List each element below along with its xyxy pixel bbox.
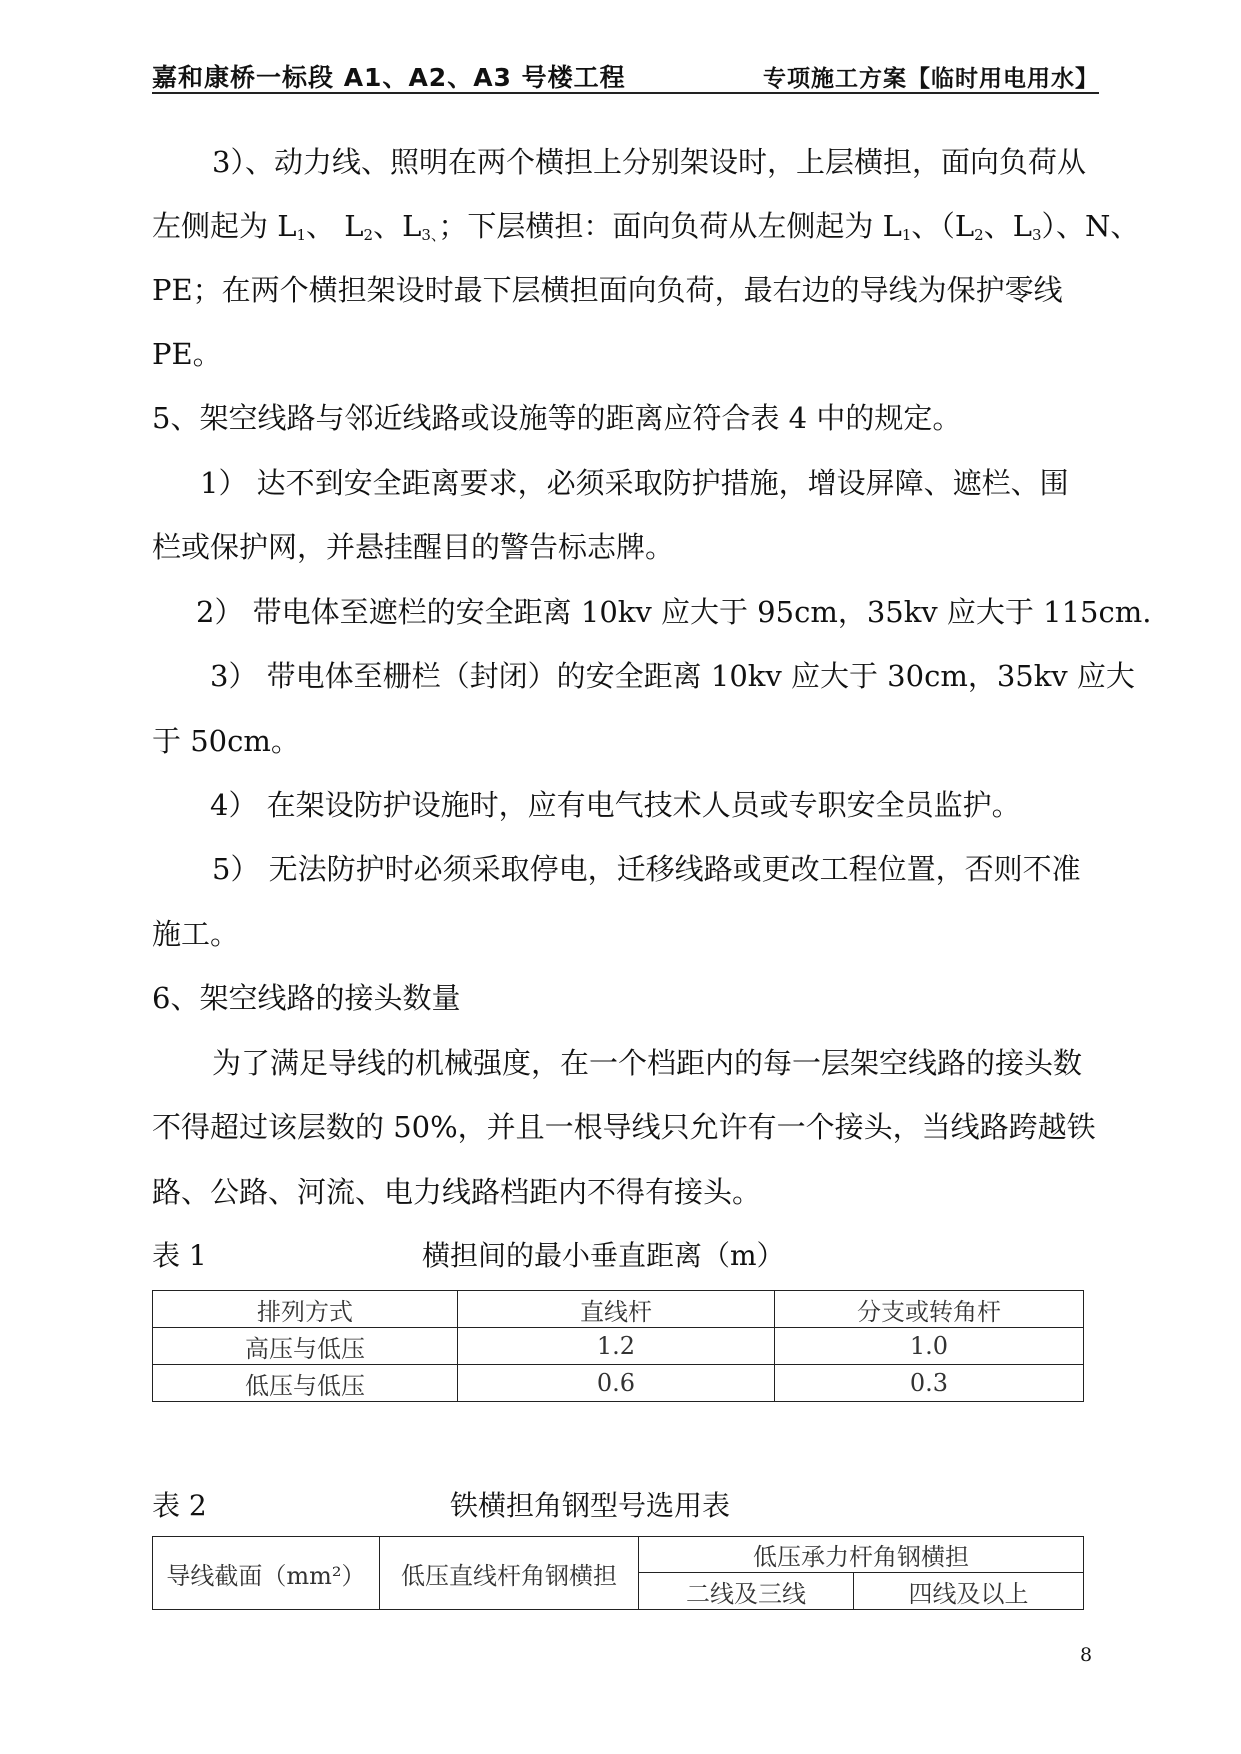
table-header-cell: 直线杆 [458, 1291, 775, 1328]
table-1-title: 横担间的最小垂直距离（m） [422, 1239, 785, 1272]
table-2 [152, 1536, 1084, 1610]
table-row [153, 1365, 1084, 1402]
table-header-cell: 排列方式 [153, 1291, 458, 1328]
section-6-line-3: 路、公路、河流、电力线路档距内不得有接头。 [152, 1175, 762, 1209]
table-header-cell: 分支或转角杆 [775, 1291, 1084, 1328]
page-header [152, 56, 1099, 94]
table-header-cell: 四线及以上 [854, 1573, 1084, 1610]
page-number: 8 [1080, 1644, 1093, 1666]
table-cell: 1.0 [775, 1328, 1084, 1365]
table-1 [152, 1290, 1084, 1402]
table-header-cell: 二线及三线 [639, 1573, 854, 1610]
table-cell: 低压与低压 [153, 1365, 458, 1402]
table-cell: 1.2 [458, 1328, 775, 1365]
para-3-line-1: 3）、动力线、照明在两个横担上分别架设时，上层横担，面向负荷从 [212, 145, 1086, 179]
section-5-item-3-line-2: 于 50cm。 [152, 724, 300, 758]
table-header-cell: 导线截面（mm²） [153, 1537, 380, 1610]
section-5-item-1-line-2: 栏或保护网，并悬挂醒目的警告标志牌。 [152, 530, 675, 564]
section-5-item-5-line-2: 施工。 [152, 917, 240, 951]
table-cell: 0.3 [775, 1365, 1084, 1402]
project-title: 嘉和康桥一标段 A1、A2、A3 号楼工程 [152, 63, 626, 92]
document-type: 专项施工方案【临时用电用水】 [763, 66, 1099, 92]
para-3-line-2: 左侧起为 $L_1$、 $L_2$、$L_{3、}$；下层横担：面向负荷从左侧起为 $L_1$、（$L_2$、$L_3$）、N、 [152, 209, 1140, 244]
table-2-title: 铁横担角钢型号选用表 [450, 1489, 731, 1522]
section-6-line-1: 为了满足导线的机械强度，在一个档距内的每一层架空线路的接头数 [212, 1046, 1083, 1080]
section-5-item-1-line-1: 1） 达不到安全距离要求，必须采取防护措施，增设屏障、遮栏、围 [200, 466, 1069, 500]
table-header-cell: 低压承力杆角钢横担 [639, 1537, 1084, 1573]
table-cell: 高压与低压 [153, 1328, 458, 1365]
table-row [153, 1291, 1084, 1328]
section-6-line-2: 不得超过该层数的 50%，并且一根导线只允许有一个接头，当线路跨越铁 [152, 1110, 1096, 1144]
table-header-cell: 低压直线杆角钢横担 [380, 1537, 639, 1610]
section-5-item-2: 2） 带电体至遮栏的安全距离 10kv 应大于 95cm，35kv 应大于 115cm. [196, 595, 1152, 629]
para-3-line-4: PE。 [152, 337, 222, 371]
section-5-title: 5、架空线路与邻近线路或设施等的距离应符合表 4 中的规定。 [152, 401, 962, 435]
table-row [153, 1328, 1084, 1365]
section-5-item-5-line-1: 5） 无法防护时必须采取停电，迁移线路或更改工程位置，否则不准 [212, 852, 1081, 886]
para-3-line-3: PE；在两个横担架设时最下层横担面向负荷，最右边的导线为保护零线 [152, 273, 1063, 307]
table-row [153, 1537, 1084, 1573]
section-6-title: 6、架空线路的接头数量 [152, 981, 461, 1015]
table-2-label: 表 2 [152, 1489, 207, 1522]
table-1-label: 表 1 [152, 1239, 207, 1272]
section-5-item-3-line-1: 3） 带电体至栅栏（封闭）的安全距离 10kv 应大于 30cm，35kv 应大 [210, 659, 1135, 693]
section-5-item-4: 4） 在架设防护设施时，应有电气技术人员或专职安全员监护。 [210, 788, 1021, 822]
table-cell: 0.6 [458, 1365, 775, 1402]
